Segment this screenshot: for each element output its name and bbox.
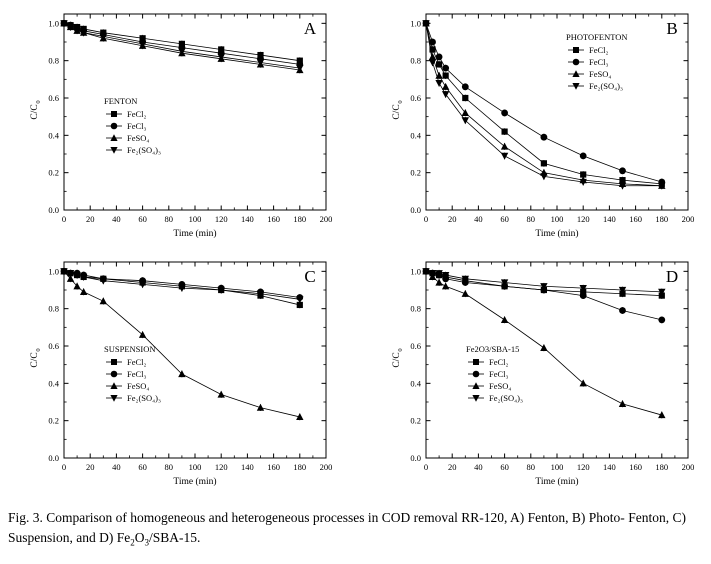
caption-line-2b: O <box>134 529 145 545</box>
svg-text:1.0: 1.0 <box>48 266 59 277</box>
svg-text:160: 160 <box>629 214 642 224</box>
svg-text:0.2: 0.2 <box>48 167 59 178</box>
svg-text:0.4: 0.4 <box>48 378 59 389</box>
svg-text:80: 80 <box>526 462 536 472</box>
caption-sub-2: 3 <box>144 537 149 548</box>
svg-text:200: 200 <box>319 462 333 472</box>
svg-text:120: 120 <box>214 214 228 224</box>
legend-entry <box>568 81 623 91</box>
svg-text:100: 100 <box>188 214 202 224</box>
svg-text:0.6: 0.6 <box>48 93 59 103</box>
svg-text:160: 160 <box>267 462 280 472</box>
svg-text:Fe₂(SO₄)₃: Fe₂(SO₄)₃ <box>489 393 523 403</box>
svg-text:A: A <box>303 19 317 38</box>
svg-text:160: 160 <box>629 462 642 472</box>
svg-text:Fe₂(SO₄)₃: Fe₂(SO₄)₃ <box>127 145 161 155</box>
svg-text:0: 0 <box>397 100 404 104</box>
svg-text:Time (min): Time (min) <box>173 229 217 239</box>
caption-line-2a: Fenton, C) Suspension, and D) Fe <box>8 510 686 545</box>
svg-text:FeCl₃: FeCl₃ <box>489 369 509 379</box>
caption-line-1: Fig. 3. Comparison of homogeneous and heterogeneous processes in COD removal RR-120, A) Fenton, B) Photo- <box>8 510 625 525</box>
svg-text:0.2: 0.2 <box>410 167 421 178</box>
svg-text:100: 100 <box>550 462 564 472</box>
svg-text:200: 200 <box>681 214 695 224</box>
svg-text:FeSO₄: FeSO₄ <box>127 133 150 143</box>
svg-text:C/C: C/C <box>30 352 40 368</box>
legend-title: Fe2O3/SBA-15 <box>466 344 520 354</box>
svg-text:20: 20 <box>447 462 457 472</box>
svg-text:180: 180 <box>293 214 307 224</box>
svg-text:20: 20 <box>447 214 457 224</box>
series-fecl2 <box>61 20 303 64</box>
svg-text:40: 40 <box>474 462 483 472</box>
svg-text:0.4: 0.4 <box>48 130 59 141</box>
caption-sub-1: 2 <box>130 537 135 548</box>
series-fecl2 <box>423 20 665 187</box>
svg-text:B: B <box>666 19 678 38</box>
svg-text:FeCl₃: FeCl₃ <box>127 369 147 379</box>
legend-entry <box>468 393 523 403</box>
plot-svg <box>370 4 700 252</box>
svg-text:Time (min): Time (min) <box>535 477 579 487</box>
svg-text:0.8: 0.8 <box>48 55 59 66</box>
svg-text:40: 40 <box>112 214 121 224</box>
legend-title: PHOTOFENTON <box>566 32 628 42</box>
svg-text:1.0: 1.0 <box>48 18 59 29</box>
svg-text:0.2: 0.2 <box>48 415 59 426</box>
svg-text:120: 120 <box>214 462 228 472</box>
svg-text:Fe₂(SO₄)₃: Fe₂(SO₄)₃ <box>127 393 161 403</box>
svg-text:Time (min): Time (min) <box>535 229 579 239</box>
svg-text:100: 100 <box>550 214 564 224</box>
svg-text:C/C: C/C <box>392 352 402 368</box>
svg-text:0.6: 0.6 <box>48 341 59 351</box>
caption-line-2c: /SBA-15. <box>149 529 201 545</box>
svg-text:FeCl₃: FeCl₃ <box>589 57 609 67</box>
svg-text:100: 100 <box>188 462 202 472</box>
svg-text:FeSO₄: FeSO₄ <box>589 69 612 79</box>
svg-text:0: 0 <box>61 462 67 472</box>
svg-text:0.4: 0.4 <box>410 130 421 141</box>
svg-text:60: 60 <box>138 462 147 472</box>
legend-title: SUSPENSION <box>104 344 156 354</box>
svg-text:C/C: C/C <box>30 104 40 120</box>
legend-entry <box>468 381 511 391</box>
legend-entry <box>106 393 161 403</box>
svg-text:0: 0 <box>35 348 42 352</box>
svg-text:0.4: 0.4 <box>410 378 421 389</box>
svg-text:Fe₂(SO₄)₃: Fe₂(SO₄)₃ <box>589 81 623 91</box>
legend-entry <box>106 369 147 379</box>
legend-entry <box>568 45 609 55</box>
svg-text:80: 80 <box>164 214 174 224</box>
svg-text:FeCl₂: FeCl₂ <box>489 357 509 367</box>
chart-panel-d <box>370 252 700 500</box>
svg-text:FeCl₂: FeCl₂ <box>127 109 147 119</box>
svg-text:80: 80 <box>164 462 174 472</box>
svg-text:60: 60 <box>138 214 147 224</box>
legend-entry <box>106 145 161 155</box>
svg-text:160: 160 <box>267 214 280 224</box>
svg-text:1.0: 1.0 <box>410 266 421 277</box>
chart-panel-b <box>370 4 700 252</box>
svg-text:C/C: C/C <box>392 104 402 120</box>
series-fecl3 <box>423 268 666 323</box>
svg-text:140: 140 <box>241 214 254 224</box>
svg-text:Time (min): Time (min) <box>173 477 217 487</box>
svg-text:40: 40 <box>474 214 483 224</box>
svg-text:180: 180 <box>293 462 307 472</box>
legend-entry <box>106 381 149 391</box>
svg-text:0.6: 0.6 <box>410 341 421 351</box>
svg-text:200: 200 <box>319 214 333 224</box>
legend-entry <box>106 133 149 143</box>
svg-text:140: 140 <box>603 462 616 472</box>
legend-entry <box>568 69 611 79</box>
svg-text:FeSO₄: FeSO₄ <box>127 381 150 391</box>
svg-text:180: 180 <box>655 462 669 472</box>
figure-caption <box>8 508 704 549</box>
plot-svg <box>8 252 338 500</box>
svg-text:120: 120 <box>576 462 590 472</box>
svg-text:0: 0 <box>397 348 404 352</box>
svg-text:FeCl₃: FeCl₃ <box>127 121 147 131</box>
svg-text:0.0: 0.0 <box>48 453 59 463</box>
legend-entry <box>106 109 147 119</box>
svg-text:140: 140 <box>241 462 254 472</box>
svg-text:120: 120 <box>576 214 590 224</box>
legend-entry <box>106 121 147 131</box>
svg-text:40: 40 <box>112 462 121 472</box>
svg-text:20: 20 <box>85 214 95 224</box>
svg-text:0.0: 0.0 <box>48 205 59 215</box>
svg-text:0: 0 <box>423 214 429 224</box>
svg-text:0: 0 <box>423 462 429 472</box>
svg-text:0: 0 <box>35 100 42 104</box>
svg-text:0.8: 0.8 <box>48 303 59 314</box>
svg-text:0.0: 0.0 <box>410 205 421 215</box>
svg-text:D: D <box>665 267 679 286</box>
legend-title: FENTON <box>104 96 138 106</box>
svg-text:80: 80 <box>526 214 536 224</box>
chart-panel-c <box>8 252 338 500</box>
svg-text:20: 20 <box>85 462 95 472</box>
svg-text:60: 60 <box>500 462 509 472</box>
plot-svg <box>370 252 700 500</box>
svg-text:FeCl₂: FeCl₂ <box>127 357 147 367</box>
svg-text:FeSO₄: FeSO₄ <box>489 381 512 391</box>
svg-text:180: 180 <box>655 214 669 224</box>
svg-text:FeCl₂: FeCl₂ <box>589 45 609 55</box>
plot-svg <box>8 4 338 252</box>
legend-entry <box>568 57 609 67</box>
svg-text:0.0: 0.0 <box>410 453 421 463</box>
chart-panel-a <box>8 4 338 252</box>
svg-text:200: 200 <box>681 462 695 472</box>
svg-text:0.6: 0.6 <box>410 93 421 103</box>
legend-entry <box>468 369 509 379</box>
svg-text:C: C <box>304 267 316 286</box>
legend-entry <box>468 357 509 367</box>
svg-text:0.8: 0.8 <box>410 303 421 314</box>
svg-text:0: 0 <box>61 214 67 224</box>
svg-text:140: 140 <box>603 214 616 224</box>
legend-entry <box>106 357 147 367</box>
svg-text:0.2: 0.2 <box>410 415 421 426</box>
svg-text:0.8: 0.8 <box>410 55 421 66</box>
series-fecl3 <box>61 268 304 301</box>
svg-text:60: 60 <box>500 214 509 224</box>
svg-text:1.0: 1.0 <box>410 18 421 29</box>
